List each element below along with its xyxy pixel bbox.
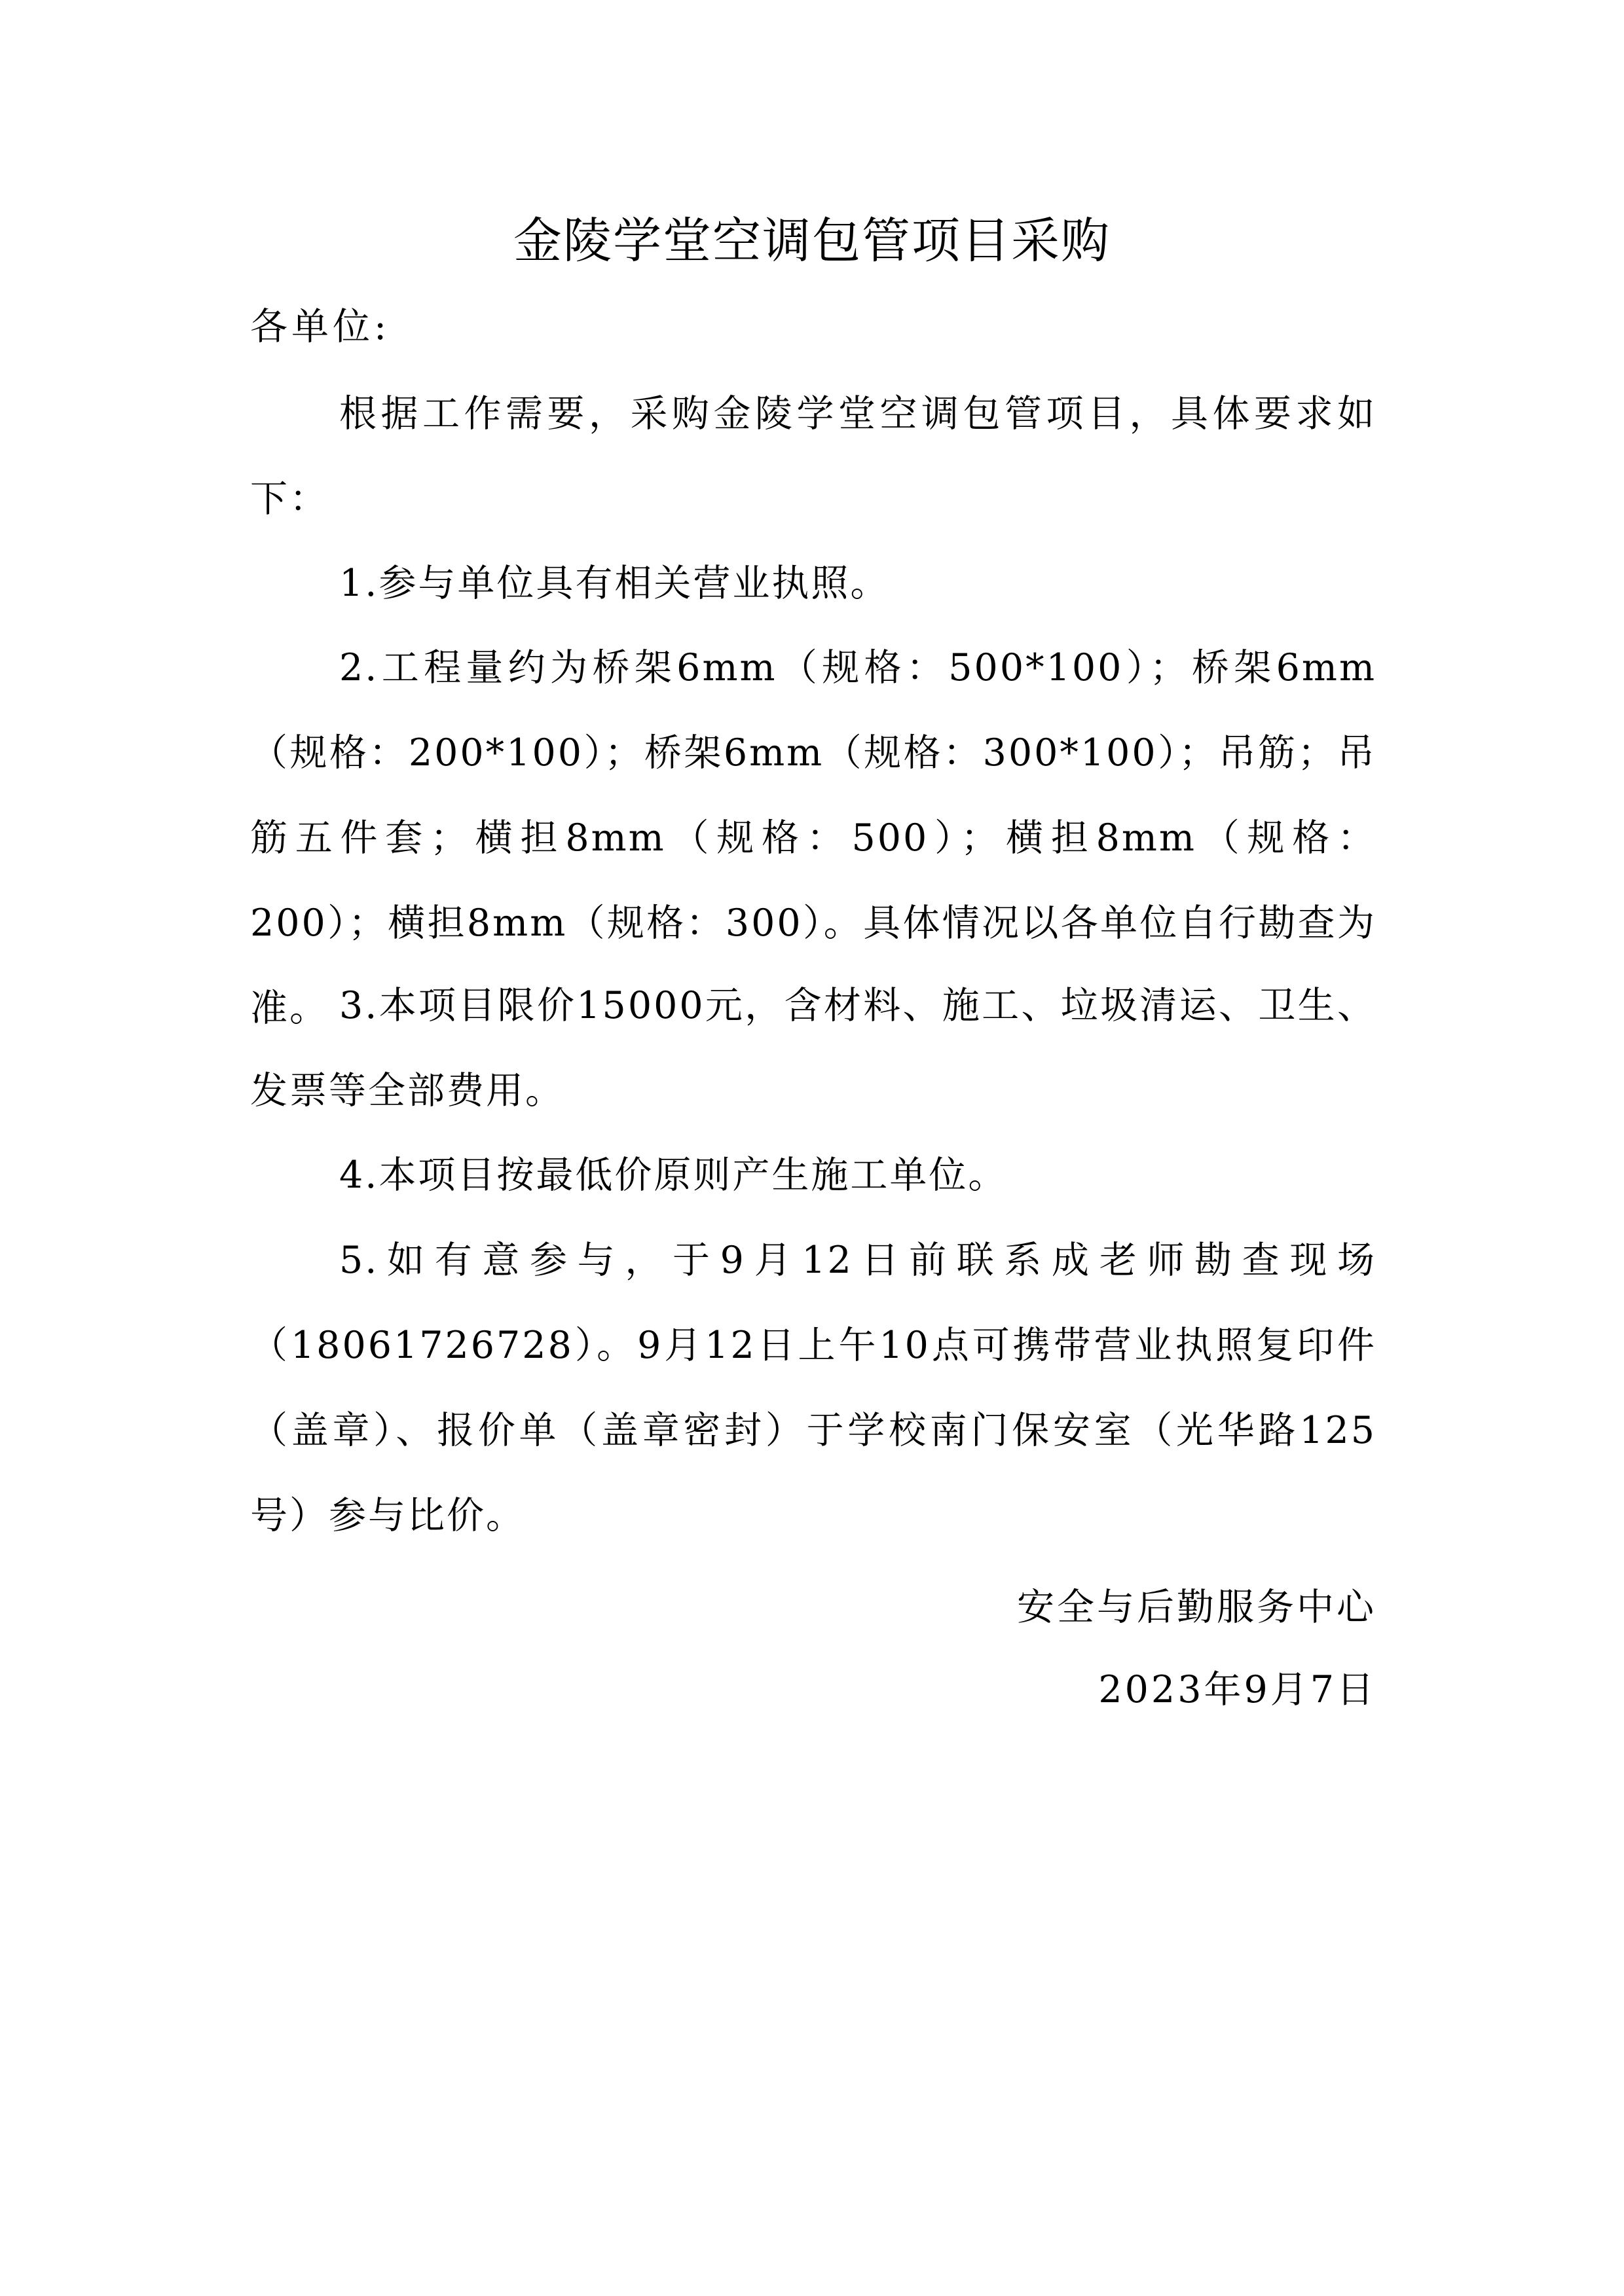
requirement-item-5: 5.如有意参与，于9月12日前联系成老师勘查现场（18061726728）。9月12日上午10点可携带营业执照复印件（盖章）、报价单（盖章密封）于学校南门保安室（光华路125号）参与比价。 xyxy=(250,1239,1376,1537)
signature-date: 2023年9月7日 xyxy=(1098,1668,1376,1711)
requirement-item-4: 4.本项目按最低价原则产生施工单位。 xyxy=(339,1154,1008,1197)
requirement-item-3: 3.本项目限价15000元，含材料、施工、垃圾清运、卫生、发票等全部费用。 xyxy=(250,984,1376,1112)
salutation: 各单位: xyxy=(250,305,391,348)
requirement-item-2: 2.工程量约为桥架6mm（规格：500*100）；桥架6mm（规格：200*100）；桥架6mm（规格：300*100）；吊筋；吊筋五件套；横担8mm（规格：500）；横担8mm（规格：200）；横担8mm（规格：300）。具体情况以各单位自行勘查为准。 xyxy=(250,646,1376,1030)
requirement-item-1: 1.参与单位具有相关营业执照。 xyxy=(339,562,890,605)
intro-paragraph: 根据工作需要，采购金陵学堂空调包管项目，具体要求如下： xyxy=(250,392,1376,520)
document-title: 金陵学堂空调包管项目采购 xyxy=(513,213,1111,269)
signature-organization: 安全与后勤服务中心 xyxy=(1017,1586,1376,1629)
